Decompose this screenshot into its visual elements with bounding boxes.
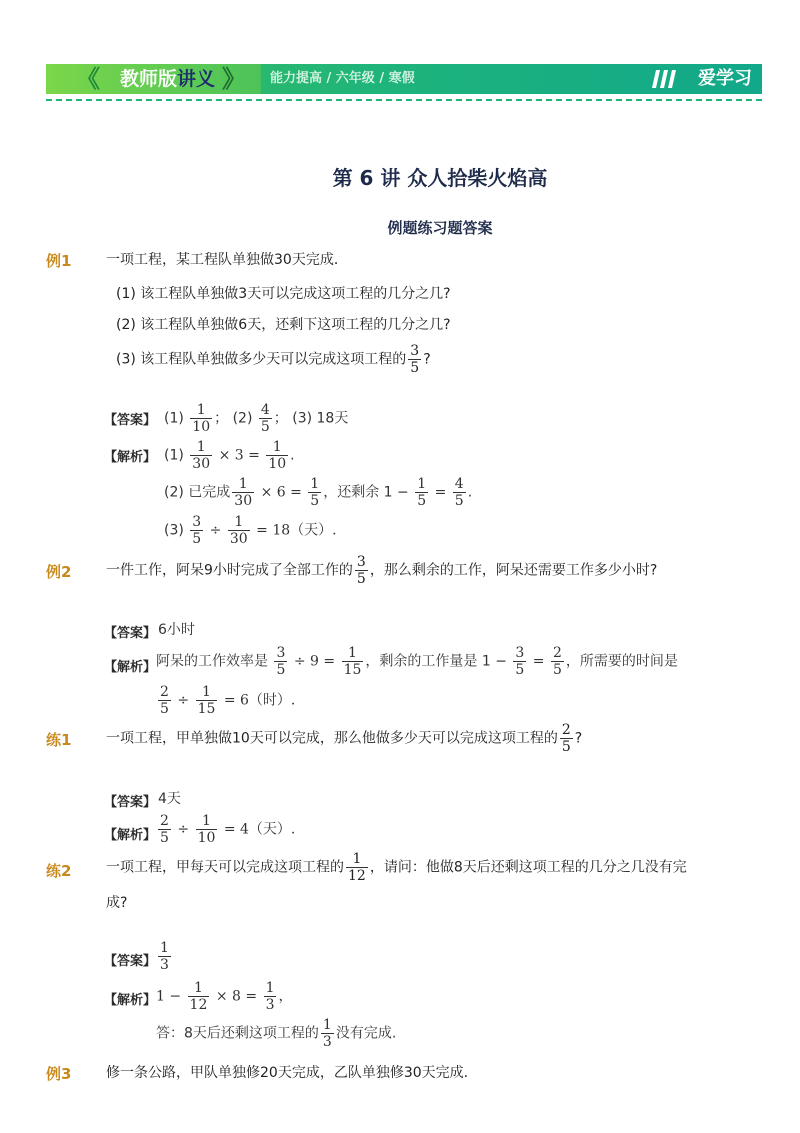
practice-2-label: 练2 [46,862,72,880]
answer-tag: 【答案】 [104,413,157,428]
example-1-analysis-1: (1) $\frac{1}{30}$ × 3 = $\frac{1}{10}$ . [164,439,295,472]
double-chevron-left-icon: 《 [76,65,100,93]
fraction: $\frac{1}{12}$ [348,851,366,884]
practice-1-stem: 一项工程，甲单独做10天可以完成，那么他做多少天可以完成这项工程的 $\frac{2}{5}$ ? [106,722,583,755]
fraction: $\frac{3}{5}$ [276,645,286,678]
section-subtitle: 例题练习题答案 [387,219,493,237]
practice-2-reply: 答：8天后还剩这项工程的 $\frac{1}{3}$ 没有完成. [156,1017,397,1050]
practice-1-label: 练1 [46,731,72,749]
fraction: $\frac{3}{5}$ [192,514,202,547]
fraction: $\frac{1}{3}$ [265,980,275,1013]
fraction: $\frac{1}{15}$ [343,645,362,678]
example-1-question-2: (2) 该工程队单独做6天，还剩下这项工程的几分之几? [116,317,451,333]
fraction: $\frac{1}{15}$ [197,684,216,717]
fraction: $\frac{2}{5}$ [160,813,169,846]
fraction: $\frac{1}{10}$ [268,439,287,472]
practice-2-analysis: 1 − $\frac{1}{12}$ × 8 = $\frac{1}{3}$ ， [156,980,293,1013]
practice-1-analysis: $\frac{2}{5}$ ÷ $\frac{1}{10}$ = 4（天）. [160,813,296,846]
fraction: $\frac{2}{5}$ [160,684,169,717]
fraction: $\frac{1}{10}$ [192,402,211,435]
banner-title-part2: 讲义 [177,68,216,90]
answer-tag: 【答案】 [104,795,157,810]
fraction: $\frac{2}{5}$ [552,645,562,678]
practice-1-answer: 4天 [158,791,181,807]
fraction: $\frac{1}{12}$ [189,980,208,1013]
fraction: $\frac{1}{3}$ [322,1017,332,1050]
header-banner [46,64,762,94]
practice-2-answer [156,940,173,973]
analysis-tag: 【解析】 [104,993,157,1008]
example-1-question-3: (3) 该工程队单独做多少天可以完成这项工程的 $\frac{3}{5}$ ? [116,343,431,376]
page-title: 第 6 讲 众人拾柴火焰高 [332,166,548,190]
fraction: $\frac{1}{10}$ [197,813,216,846]
fraction: $\frac{1}{30}$ [229,514,248,547]
breadcrumb: 能力提高 / 六年级 / 寒假 [270,71,415,86]
analysis-tag: 【解析】 [104,450,157,465]
answer-tag: 【答案】 [104,954,157,969]
header-divider [46,99,762,101]
example-1-analysis-3: (3) $\frac{3}{5}$ ÷ $\frac{1}{30}$ = 18（天）. [164,514,337,547]
logo-text: 爱学习 [698,68,752,89]
analysis-tag: 【解析】 [104,660,157,675]
example-1-question-1: (1) 该工程队单独做3天可以完成这项工程的几分之几? [116,286,451,302]
fraction: $\frac{1}{5}$ [310,476,320,509]
fraction: $\frac{4}{5}$ [260,402,270,435]
fraction: $\frac{1}{5}$ [417,476,427,509]
fraction: $\frac{1}{30}$ [192,439,211,472]
practice-2-stem-line-2: 成? [106,895,128,911]
fraction: $\frac{3}{5}$ [356,554,366,587]
fraction: $\frac{1}{3}$ [160,940,169,973]
fraction: $\frac{2}{5}$ [561,722,571,755]
example-2-analysis-2: $\frac{2}{5}$ ÷ $\frac{1}{15}$ = 6（时）. [160,684,296,717]
double-chevron-right-icon: 》 [222,65,246,93]
banner-title-part1: 教师版 [120,68,178,90]
example-2-label: 例2 [46,563,72,581]
example-2-stem: 一件工作，阿呆9小时完成了全部工作的 $\frac{3}{5}$ ，那么剩余的工作，阿呆还需要工作多少小时? [106,554,658,587]
example-3-label: 例3 [46,1065,72,1083]
logo-icon [650,68,682,90]
banner-title [120,67,215,91]
example-2-analysis-1: 阿呆的工作效率是 $\frac{3}{5}$ ÷ 9 = $\frac{1}{15}$ ，剩余的工作量是 1 − $\frac{3}{5}$ = $\frac{2}{5}$ ，所需要的时间是 [156,645,678,678]
example-1-label: 例1 [46,252,72,270]
answer-tag: 【答案】 [104,626,157,641]
example-1-analysis-2: (2) 已完成 $\frac{1}{30}$ × 6 = $\frac{1}{5}$ ，还剩余 1 − $\frac{1}{5}$ = $\frac{4}{5}$ . [164,476,473,509]
practice-2-stem: 一项工程，甲每天可以完成这项工程的 $\frac{1}{12}$ ，请问：他做8天后还剩这项工程的几分之几没有完 [106,851,687,884]
fraction: $\frac{4}{5}$ [454,476,464,509]
example-2-answer: 6小时 [158,622,195,638]
fraction: $\frac{3}{5}$ [410,343,420,376]
example-1-stem: 一项工程，某工程队单独做30天完成． [106,252,348,268]
analysis-tag: 【解析】 [104,828,157,843]
example-1-answer: (1) $\frac{1}{10}$ ； (2) $\frac{4}{5}$ ； (3) 18天 [164,402,349,435]
fraction: $\frac{1}{30}$ [234,476,253,509]
fraction: $\frac{3}{5}$ [515,645,525,678]
example-3-stem: 修一条公路，甲队单独修20天完成，乙队单独修30天完成. [106,1065,469,1081]
